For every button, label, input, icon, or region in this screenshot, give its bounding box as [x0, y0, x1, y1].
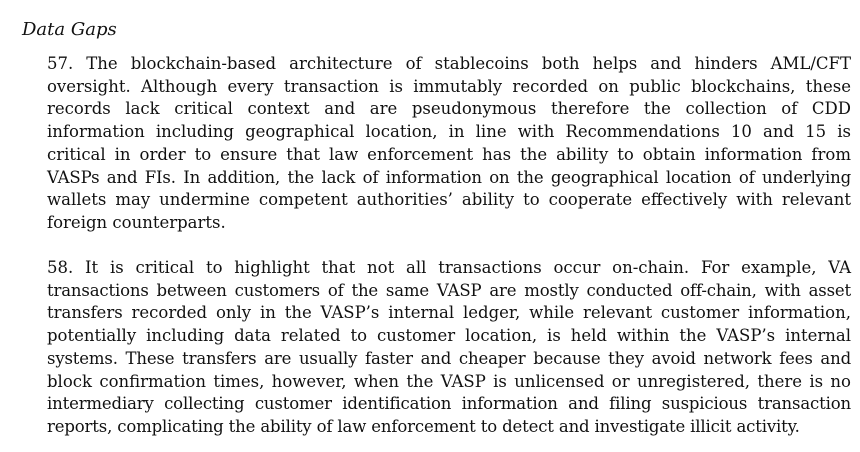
paragraph-line: foreign counterparts.: [47, 212, 226, 232]
paragraph-line: potentially including data related to customer location, is held within the VASP’s internal: [47, 326, 851, 346]
paragraph-line: records lack critical context and are pseudonymous therefore the collection of CDD: [47, 99, 851, 119]
section-heading: Data Gaps: [22, 19, 117, 40]
paragraph-line: block confirmation times, however, when the VASP is unlicensed or unregistered, there is no: [47, 371, 851, 391]
paragraph-line: 58. It is critical to highlight that not all transactions occur on-chain. For example, VA: [47, 258, 851, 277]
paragraph-line: information including geographical location, in line with Recommendations 10 and 15 is: [47, 122, 851, 142]
paragraph-line: 57. The blockchain-based architecture of stablecoins both helps and hinders AML/CFT: [47, 54, 851, 73]
paragraph-line: VASPs and FIs. In addition, the lack of information on the geographical location of underlying: [47, 167, 851, 187]
paragraph-line: reports, complicating the ability of law enforcement to detect and investigate illicit activity.: [47, 416, 800, 436]
paragraph-line: oversight. Although every transaction is immutably recorded on public blockchains, these: [47, 76, 851, 96]
paragraph-line: intermediary collecting customer identification information and filing suspicious transaction: [47, 394, 851, 414]
paragraph-line: transfers recorded only in the VASP’s internal ledger, while relevant customer information,: [47, 303, 851, 323]
paragraph-line: critical in order to ensure that law enforcement has the ability to obtain information from: [47, 144, 851, 164]
paragraph-57: [47, 53, 851, 235]
paragraph-58: [47, 257, 851, 439]
paragraph-line: systems. These transfers are usually faster and cheaper because they avoid network fees and: [47, 348, 851, 368]
paragraph-line: wallets may undermine competent authorities’ ability to cooperate effectively with relevant: [47, 190, 851, 210]
paragraph-line: transactions between customers of the same VASP are mostly conducted off-chain, with asset: [47, 280, 851, 300]
